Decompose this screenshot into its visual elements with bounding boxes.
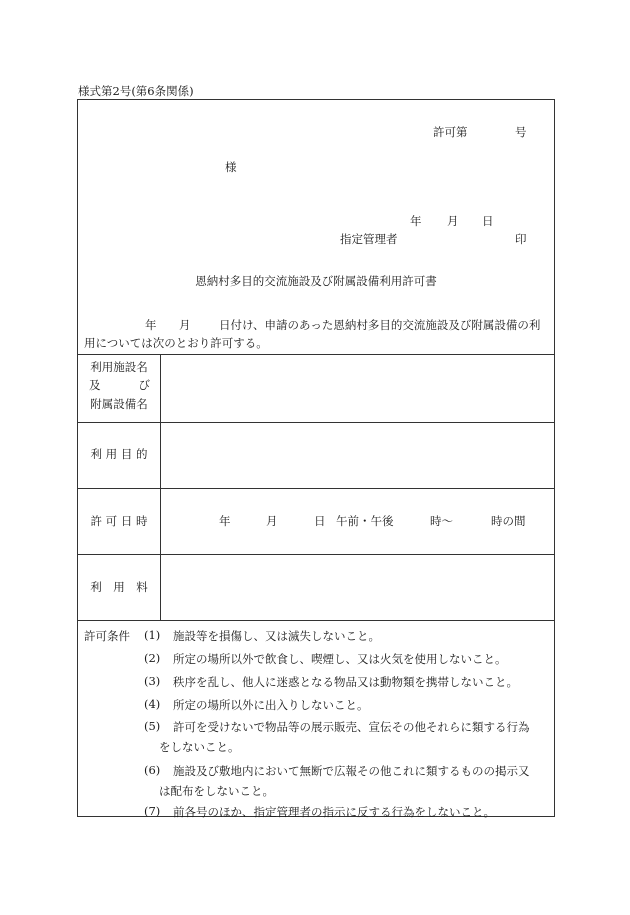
condition-text: 所定の場所以外で飲食し、喫煙し、又は火気を使用しないこと。 bbox=[173, 652, 507, 666]
addressee-suffix: 様 bbox=[225, 160, 237, 174]
datetime-label: 許 可 日 時 bbox=[90, 514, 148, 528]
facility-label-line3: 附属設備名 bbox=[90, 397, 148, 411]
condition-number: (6) bbox=[144, 763, 161, 777]
date-month: 月 bbox=[447, 214, 459, 228]
datetime-year: 年 bbox=[219, 514, 231, 528]
condition-text: 施設等を損傷し、又は滅失しないこと。 bbox=[173, 629, 380, 643]
conditions-label: 許可条件 bbox=[84, 629, 130, 643]
document-title: 恩納村多目的交流施設及び附属設備利用許可書 bbox=[195, 274, 437, 288]
intro-month: 月 bbox=[179, 318, 191, 332]
fee-value-field[interactable] bbox=[161, 555, 555, 620]
condition-text: 前各号のほか、指定管理者の指示に反する行為をしないこと。 bbox=[173, 805, 495, 819]
permit-form bbox=[77, 99, 555, 817]
facility-label-line2: 及 び bbox=[89, 378, 150, 392]
purpose-value-field[interactable] bbox=[161, 423, 555, 488]
date-year: 年 bbox=[410, 214, 422, 228]
facility-value-field[interactable] bbox=[161, 355, 555, 422]
datetime-month: 月 bbox=[266, 514, 278, 528]
date-day: 日 bbox=[482, 214, 494, 228]
form-caption: 様式第2号(第6条関係) bbox=[78, 84, 194, 98]
condition-text: 秩序を乱し、他人に迷惑となる物品又は動物類を携帯しないこと。 bbox=[173, 675, 518, 689]
condition-number: (1) bbox=[144, 628, 161, 642]
intro-year: 年 bbox=[145, 318, 157, 332]
datetime-until: 時の間 bbox=[491, 514, 526, 528]
condition-text: 所定の場所以外に出入りしないこと。 bbox=[173, 698, 369, 712]
condition-text-continuation: をしないこと。 bbox=[159, 740, 240, 754]
condition-number: (7) bbox=[144, 804, 161, 818]
condition-number: (5) bbox=[144, 719, 161, 733]
fee-label: 利 用 料 bbox=[90, 580, 148, 594]
condition-number: (4) bbox=[144, 697, 161, 711]
condition-number: (3) bbox=[144, 674, 161, 688]
facility-label-line1: 利用施設名 bbox=[90, 360, 148, 374]
condition-text-continuation: は配布をしないこと。 bbox=[159, 784, 274, 798]
datetime-ampm: 午前・午後 bbox=[336, 514, 394, 528]
permit-number-suffix: 号 bbox=[515, 125, 527, 139]
datetime-day: 日 bbox=[314, 514, 326, 528]
intro-text-line1: 日付け、申請のあった恩納村多目的交流施設及び附属設備の利 bbox=[219, 318, 541, 332]
row-divider bbox=[78, 488, 554, 489]
permit-number-prefix: 許可第 bbox=[433, 125, 468, 139]
condition-number: (2) bbox=[144, 651, 161, 665]
purpose-label: 利 用 目 的 bbox=[90, 447, 148, 461]
condition-text: 施設及び敷地内において無断で広報その他これに類するものの掲示又 bbox=[173, 764, 530, 778]
facility-label bbox=[78, 359, 160, 412]
intro-text-line2: 用については次のとおり許可する。 bbox=[84, 336, 268, 350]
issuer-label: 指定管理者 bbox=[340, 232, 398, 246]
condition-text: 許可を受けないで物品等の展示販売、宣伝その他それらに類する行為 bbox=[173, 720, 530, 734]
row-divider bbox=[78, 620, 554, 621]
seal-mark: 印 bbox=[515, 232, 527, 246]
datetime-from: 時～ bbox=[430, 514, 453, 528]
